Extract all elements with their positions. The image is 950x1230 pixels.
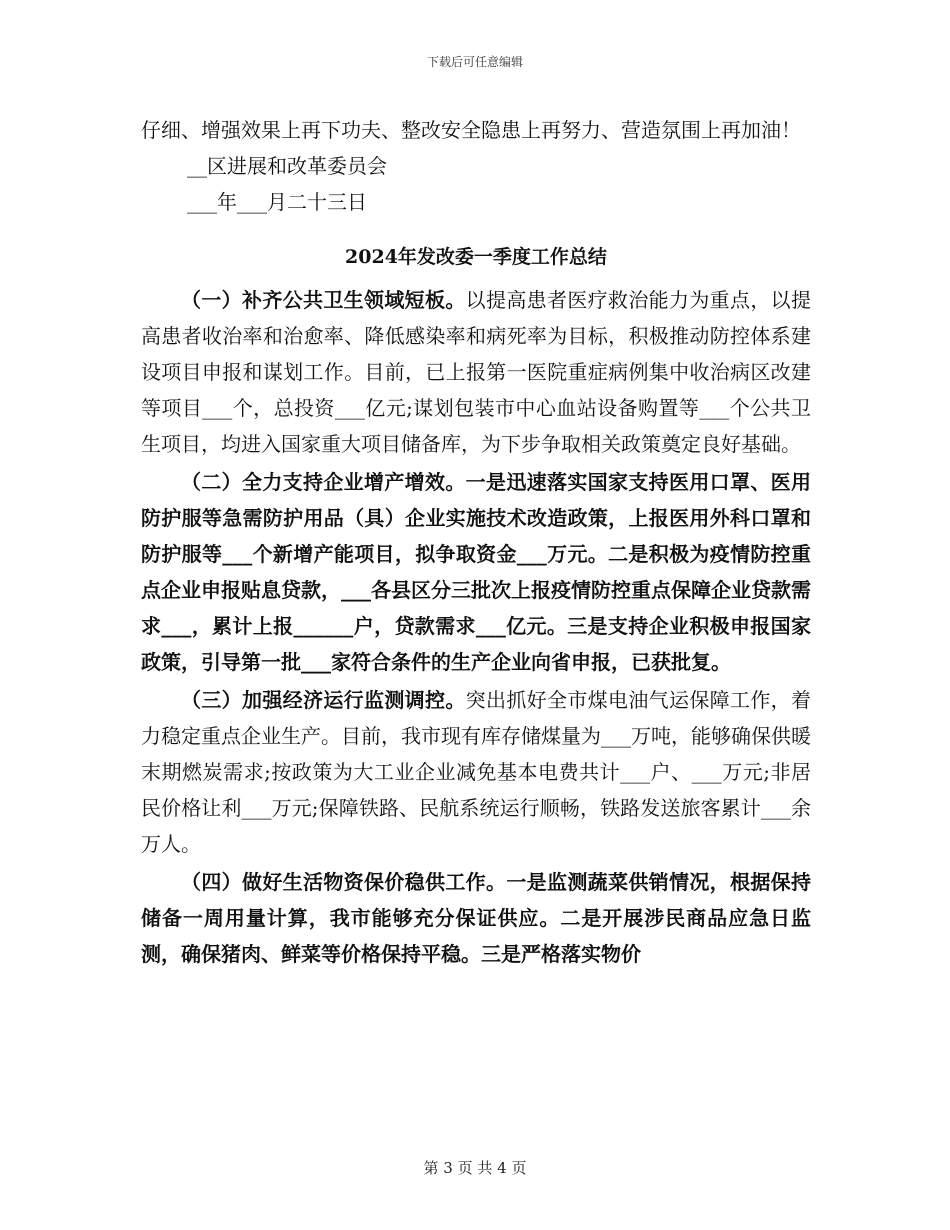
section-4-body: 一是监测蔬菜供销情况，根据保持储备一周用量计算，我市能够充分保证供应。二是开展涉民商品应急日监测，确保猪肉、鲜菜等价格保持平稳。三是严格落实物价 xyxy=(141,870,812,966)
section-2-body: 一是迅速落实国家支持医用口罩、医用防护服等急需防护用品（具）企业实施技术改造政策，上报医用外科口罩和防护服等___个新增产能项目，拟争取资金___万元。二是积极为疫情防控重点企业申报贴息贷款，___各县区分三批次上报疫情防控重点保障企业贷款需求___，累计上报______户，贷款需求___亿元。三是支持企业积极申报国家政策，引导第一批___家符合条件的生产企业向省申报，已获批复。 xyxy=(141,470,812,674)
document-body xyxy=(141,112,811,974)
section-1-heading: （一）补齐公共卫生领域短板。 xyxy=(181,288,466,312)
page-header-note: 下载后可任意编辑 xyxy=(426,55,523,69)
section-4 xyxy=(141,864,811,972)
intro-continuation: 仔细、增强效果上再下功夫、整改安全隐患上再努力、营造氛围上再加油！ xyxy=(141,118,801,142)
section-1-body: 以提高患者医疗救治能力为重点，以提高患者收治率和治愈率、降低感染率和病死率为目标，积极推动防控体系建设项目申报和谋划工作。目前，已上报第一医院重症病例集中收治病区改建等项目___个，总投资___亿元;谋划包装市中心血站设备购置等___个公共卫生项目，均进入国家重大项目储备库，为下步争取相关政策奠定良好基础。 xyxy=(141,288,812,456)
section-3-body: 突出抓好全市煤电油气运保障工作，着力稳定重点企业生产。目前，我市现有库存储煤量为___万吨，能够确保供暖末期燃炭需求;按政策为大工业企业减免基本电费共计___户、___万元;非居民价格让利___万元;保障铁路、民航系统运行顺畅，铁路发送旅客累计___余万人。 xyxy=(141,688,812,856)
section-1 xyxy=(141,282,811,462)
section-4-heading: （四）做好生活物资保价稳供工作。 xyxy=(181,870,507,894)
section-3 xyxy=(141,682,811,862)
section-3-heading: （三）加强经济运行监测调控。 xyxy=(181,688,466,712)
section-2 xyxy=(141,464,811,680)
document-title: 2024年发改委一季度工作总结 xyxy=(345,246,607,268)
page-number: 第 3 页 共 4 页 xyxy=(423,1159,527,1177)
signature-organization: __区进展和改革委员会 xyxy=(187,154,387,178)
section-2-heading: （二）全力支持企业增产增效。 xyxy=(181,470,466,494)
signature-date: ___年___月二十三日 xyxy=(187,190,367,214)
